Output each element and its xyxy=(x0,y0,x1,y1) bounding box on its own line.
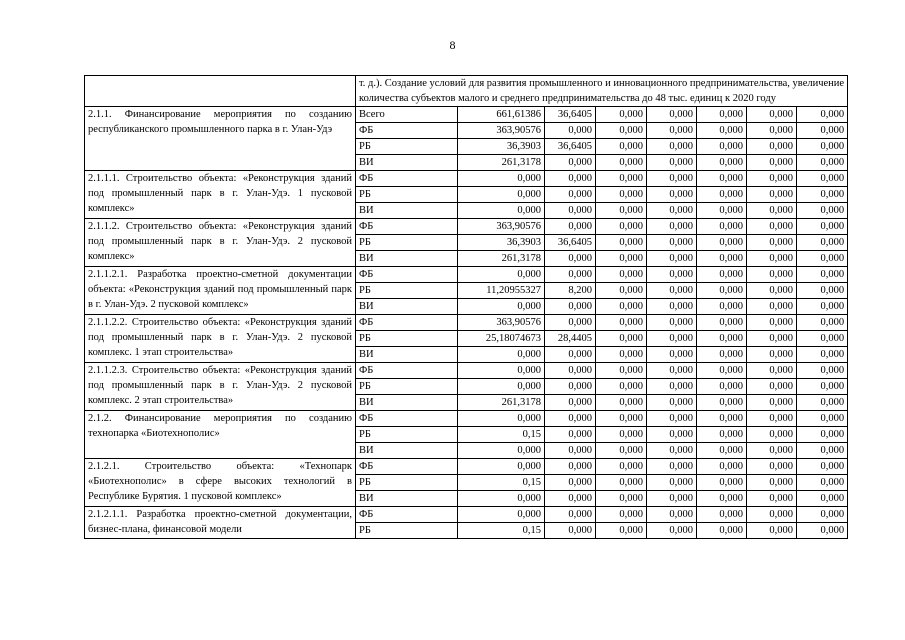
amount-cell: 0,15 xyxy=(458,475,545,491)
amount-cell: 0,000 xyxy=(596,379,647,395)
amount-cell: 0,000 xyxy=(545,251,596,267)
amount-cell: 0,000 xyxy=(747,219,797,235)
amount-cell: 0,000 xyxy=(545,363,596,379)
amount-cell: 0,000 xyxy=(747,235,797,251)
amount-cell: 363,90576 xyxy=(458,219,545,235)
amount-cell: 0,000 xyxy=(647,155,697,171)
amount-cell: 0,000 xyxy=(797,363,848,379)
funding-source: ФБ xyxy=(356,267,458,283)
amount-cell: 0,000 xyxy=(697,267,747,283)
amount-cell: 0,000 xyxy=(545,155,596,171)
amount-cell: 0,000 xyxy=(797,523,848,539)
amount-cell: 0,000 xyxy=(747,491,797,507)
amount-cell: 0,000 xyxy=(596,395,647,411)
amount-cell: 28,4405 xyxy=(545,331,596,347)
amount-cell: 0,000 xyxy=(697,315,747,331)
amount-cell: 0,000 xyxy=(545,459,596,475)
amount-cell: 0,15 xyxy=(458,427,545,443)
item-description: 2.1.1.2.3. Строительство объекта: «Реконструкция зданий под промышленный парк в г. Улан-Удэ. 2 пусковой комплекс. 2 этап строительства» xyxy=(85,363,356,411)
amount-cell: 0,000 xyxy=(797,427,848,443)
amount-cell: 261,3178 xyxy=(458,251,545,267)
amount-cell: 0,000 xyxy=(797,187,848,203)
amount-cell: 0,000 xyxy=(545,219,596,235)
header-text-cell: т. д.). Создание условий для развития промышленного и инновационного предпринимательства, увеличение количества субъектов малого и среднего предпринимательства до 48 тыс. единиц к 2020 году xyxy=(356,76,848,107)
funding-source: ВИ xyxy=(356,347,458,363)
amount-cell: 0,000 xyxy=(797,171,848,187)
amount-cell: 0,000 xyxy=(697,331,747,347)
table-row xyxy=(85,107,848,123)
amount-cell: 0,000 xyxy=(747,379,797,395)
table-row xyxy=(85,219,848,235)
amount-cell: 0,000 xyxy=(545,395,596,411)
amount-cell: 0,000 xyxy=(747,267,797,283)
amount-cell: 0,000 xyxy=(647,107,697,123)
amount-cell: 36,3903 xyxy=(458,139,545,155)
amount-cell: 0,000 xyxy=(545,475,596,491)
amount-cell: 0,000 xyxy=(458,347,545,363)
amount-cell: 0,000 xyxy=(797,283,848,299)
amount-cell: 0,000 xyxy=(697,507,747,523)
amount-cell: 0,000 xyxy=(697,251,747,267)
amount-cell: 0,000 xyxy=(797,123,848,139)
amount-cell: 0,000 xyxy=(596,347,647,363)
amount-cell: 0,000 xyxy=(647,347,697,363)
amount-cell: 0,000 xyxy=(596,171,647,187)
amount-cell: 0,000 xyxy=(747,443,797,459)
amount-cell: 0,000 xyxy=(747,395,797,411)
funding-source: РБ xyxy=(356,187,458,203)
amount-cell: 0,000 xyxy=(596,331,647,347)
amount-cell: 0,000 xyxy=(596,443,647,459)
amount-cell: 363,90576 xyxy=(458,315,545,331)
amount-cell: 0,000 xyxy=(797,219,848,235)
amount-cell: 0,000 xyxy=(596,315,647,331)
amount-cell: 0,000 xyxy=(797,235,848,251)
amount-cell: 0,000 xyxy=(545,507,596,523)
amount-cell: 0,000 xyxy=(596,267,647,283)
amount-cell: 0,000 xyxy=(545,347,596,363)
amount-cell: 36,6405 xyxy=(545,235,596,251)
amount-cell: 0,000 xyxy=(797,379,848,395)
amount-cell: 0,000 xyxy=(697,475,747,491)
amount-cell: 0,000 xyxy=(747,251,797,267)
amount-cell: 0,000 xyxy=(747,315,797,331)
funding-source: ФБ xyxy=(356,171,458,187)
amount-cell: 0,000 xyxy=(747,523,797,539)
amount-cell: 0,000 xyxy=(545,187,596,203)
amount-cell: 0,000 xyxy=(747,155,797,171)
amount-cell: 0,000 xyxy=(458,491,545,507)
funding-source: РБ xyxy=(356,139,458,155)
amount-cell: 0,000 xyxy=(697,107,747,123)
amount-cell: 0,000 xyxy=(596,251,647,267)
amount-cell: 0,000 xyxy=(797,443,848,459)
funding-source: ВИ xyxy=(356,155,458,171)
amount-cell: 261,3178 xyxy=(458,395,545,411)
amount-cell: 0,000 xyxy=(647,491,697,507)
amount-cell: 0,000 xyxy=(647,171,697,187)
table-row xyxy=(85,507,848,523)
amount-cell: 0,000 xyxy=(747,203,797,219)
amount-cell: 0,000 xyxy=(697,171,747,187)
amount-cell: 0,000 xyxy=(596,475,647,491)
amount-cell: 0,000 xyxy=(697,155,747,171)
funding-source: Всего xyxy=(356,107,458,123)
amount-cell: 0,000 xyxy=(458,379,545,395)
amount-cell: 0,000 xyxy=(545,315,596,331)
amount-cell: 0,000 xyxy=(647,187,697,203)
table-row xyxy=(85,171,848,187)
funding-source: РБ xyxy=(356,379,458,395)
amount-cell: 0,000 xyxy=(697,427,747,443)
amount-cell: 0,000 xyxy=(647,203,697,219)
amount-cell: 0,000 xyxy=(747,299,797,315)
amount-cell: 0,000 xyxy=(697,123,747,139)
amount-cell: 0,000 xyxy=(458,203,545,219)
amount-cell: 25,18074673 xyxy=(458,331,545,347)
amount-cell: 0,000 xyxy=(647,235,697,251)
amount-cell: 0,000 xyxy=(647,299,697,315)
amount-cell: 0,000 xyxy=(545,171,596,187)
amount-cell: 0,000 xyxy=(458,507,545,523)
amount-cell: 0,000 xyxy=(747,475,797,491)
amount-cell: 0,000 xyxy=(697,187,747,203)
amount-cell: 0,000 xyxy=(747,283,797,299)
amount-cell: 0,000 xyxy=(545,523,596,539)
amount-cell: 0,000 xyxy=(797,347,848,363)
amount-cell: 0,000 xyxy=(596,107,647,123)
amount-cell: 0,000 xyxy=(596,459,647,475)
amount-cell: 261,3178 xyxy=(458,155,545,171)
funding-source: РБ xyxy=(356,235,458,251)
amount-cell: 0,000 xyxy=(647,379,697,395)
amount-cell: 0,000 xyxy=(647,507,697,523)
item-description: 2.1.1. Финансирование мероприятия по созданию республиканского промышленного парка в г. Улан-Удэ xyxy=(85,107,356,171)
amount-cell: 0,000 xyxy=(747,427,797,443)
amount-cell: 0,000 xyxy=(545,203,596,219)
amount-cell: 0,000 xyxy=(797,475,848,491)
amount-cell: 0,000 xyxy=(596,139,647,155)
amount-cell: 8,200 xyxy=(545,283,596,299)
amount-cell: 0,000 xyxy=(797,507,848,523)
amount-cell: 0,000 xyxy=(697,379,747,395)
amount-cell: 0,000 xyxy=(747,507,797,523)
funding-source: ВИ xyxy=(356,443,458,459)
amount-cell: 0,000 xyxy=(697,235,747,251)
amount-cell: 0,000 xyxy=(647,283,697,299)
amount-cell: 0,000 xyxy=(647,523,697,539)
amount-cell: 36,3903 xyxy=(458,235,545,251)
amount-cell: 0,000 xyxy=(647,475,697,491)
amount-cell: 0,000 xyxy=(697,347,747,363)
amount-cell: 0,000 xyxy=(797,139,848,155)
amount-cell: 0,000 xyxy=(647,459,697,475)
amount-cell: 0,000 xyxy=(697,203,747,219)
amount-cell: 36,6405 xyxy=(545,139,596,155)
amount-cell: 11,20955327 xyxy=(458,283,545,299)
amount-cell: 0,000 xyxy=(647,363,697,379)
amount-cell: 0,000 xyxy=(647,395,697,411)
table-row xyxy=(85,363,848,379)
amount-cell: 0,000 xyxy=(797,203,848,219)
funding-source: ФБ xyxy=(356,507,458,523)
funding-source: ФБ xyxy=(356,315,458,331)
amount-cell: 0,000 xyxy=(697,411,747,427)
funding-source: ВИ xyxy=(356,491,458,507)
amount-cell: 0,000 xyxy=(596,235,647,251)
amount-cell: 0,000 xyxy=(797,155,848,171)
amount-cell: 0,000 xyxy=(797,251,848,267)
amount-cell: 0,000 xyxy=(647,267,697,283)
amount-cell: 0,000 xyxy=(697,139,747,155)
item-description: 2.1.1.2.1. Разработка проектно-сметной документации объекта: «Реконструкция зданий под промышленный парк в г. Улан-Удэ. 2 пусковой комплекс» xyxy=(85,267,356,315)
amount-cell: 0,000 xyxy=(747,331,797,347)
funding-source: ВИ xyxy=(356,251,458,267)
amount-cell: 0,000 xyxy=(697,283,747,299)
item-description: 2.1.1.1. Строительство объекта: «Реконструкция зданий под промышленный парк в г. Улан-Удэ. 1 пусковой комплекс» xyxy=(85,171,356,219)
amount-cell: 0,000 xyxy=(596,523,647,539)
amount-cell: 0,000 xyxy=(647,331,697,347)
amount-cell: 0,000 xyxy=(797,315,848,331)
amount-cell: 0,000 xyxy=(596,299,647,315)
amount-cell: 661,61386 xyxy=(458,107,545,123)
table-row xyxy=(85,267,848,283)
funding-source: ФБ xyxy=(356,459,458,475)
amount-cell: 0,000 xyxy=(545,427,596,443)
amount-cell: 0,000 xyxy=(647,251,697,267)
funding-source: ФБ xyxy=(356,123,458,139)
amount-cell: 0,000 xyxy=(747,107,797,123)
table-row xyxy=(85,459,848,475)
amount-cell: 0,000 xyxy=(647,411,697,427)
amount-cell: 0,000 xyxy=(596,283,647,299)
amount-cell: 0,000 xyxy=(697,523,747,539)
funding-source: ВИ xyxy=(356,203,458,219)
amount-cell: 0,000 xyxy=(797,411,848,427)
amount-cell: 0,000 xyxy=(458,171,545,187)
amount-cell: 0,000 xyxy=(545,267,596,283)
amount-cell: 0,000 xyxy=(647,443,697,459)
amount-cell: 363,90576 xyxy=(458,123,545,139)
funding-source: РБ xyxy=(356,427,458,443)
amount-cell: 0,000 xyxy=(647,139,697,155)
table-row xyxy=(85,315,848,331)
amount-cell: 0,000 xyxy=(596,491,647,507)
amount-cell: 0,000 xyxy=(747,347,797,363)
amount-cell: 0,000 xyxy=(596,203,647,219)
amount-cell: 0,000 xyxy=(458,187,545,203)
amount-cell: 0,000 xyxy=(747,139,797,155)
amount-cell: 0,000 xyxy=(747,123,797,139)
amount-cell: 0,000 xyxy=(697,443,747,459)
page-number: 8 xyxy=(449,38,456,52)
financing-table xyxy=(84,75,848,539)
amount-cell: 0,000 xyxy=(545,443,596,459)
amount-cell: 0,000 xyxy=(458,299,545,315)
amount-cell: 0,000 xyxy=(797,395,848,411)
amount-cell: 0,000 xyxy=(596,411,647,427)
amount-cell: 36,6405 xyxy=(545,107,596,123)
funding-source: ФБ xyxy=(356,363,458,379)
amount-cell: 0,000 xyxy=(797,267,848,283)
amount-cell: 0,000 xyxy=(458,411,545,427)
funding-source: ВИ xyxy=(356,299,458,315)
item-description: 2.1.1.2. Строительство объекта: «Реконструкция зданий под промышленный парк в г. Улан-Удэ. 2 пусковой комплекс» xyxy=(85,219,356,267)
amount-cell: 0,000 xyxy=(797,491,848,507)
amount-cell: 0,000 xyxy=(647,123,697,139)
amount-cell: 0,000 xyxy=(697,459,747,475)
amount-cell: 0,000 xyxy=(747,411,797,427)
amount-cell: 0,000 xyxy=(458,459,545,475)
amount-cell: 0,000 xyxy=(596,363,647,379)
amount-cell: 0,000 xyxy=(596,427,647,443)
funding-source: РБ xyxy=(356,523,458,539)
amount-cell: 0,000 xyxy=(697,219,747,235)
amount-cell: 0,000 xyxy=(747,459,797,475)
amount-cell: 0,000 xyxy=(747,171,797,187)
amount-cell: 0,000 xyxy=(596,187,647,203)
header-blank-cell xyxy=(85,76,356,107)
amount-cell: 0,000 xyxy=(747,187,797,203)
amount-cell: 0,000 xyxy=(797,331,848,347)
amount-cell: 0,000 xyxy=(545,123,596,139)
item-description: 2.1.1.2.2. Строительство объекта: «Реконструкция зданий под промышленный парк в г. Улан-Удэ. 2 пусковой комплекс. 1 этап строительства» xyxy=(85,315,356,363)
amount-cell: 0,000 xyxy=(545,411,596,427)
amount-cell: 0,000 xyxy=(545,299,596,315)
amount-cell: 0,000 xyxy=(458,363,545,379)
amount-cell: 0,000 xyxy=(545,379,596,395)
amount-cell: 0,000 xyxy=(458,267,545,283)
funding-source: ВИ xyxy=(356,395,458,411)
amount-cell: 0,000 xyxy=(697,395,747,411)
funding-source: ФБ xyxy=(356,219,458,235)
amount-cell: 0,000 xyxy=(596,155,647,171)
funding-source: ФБ xyxy=(356,411,458,427)
amount-cell: 0,000 xyxy=(697,491,747,507)
amount-cell: 0,000 xyxy=(596,507,647,523)
item-description: 2.1.2.1. Строительство объекта: «Технопарк «Биотехнополис» в сфере высоких технологий в Республике Бурятия. 1 пусковой комплекс» xyxy=(85,459,356,507)
amount-cell: 0,000 xyxy=(697,363,747,379)
amount-cell: 0,000 xyxy=(545,491,596,507)
funding-source: РБ xyxy=(356,331,458,347)
amount-cell: 0,000 xyxy=(647,219,697,235)
table-body xyxy=(85,76,848,539)
amount-cell: 0,000 xyxy=(697,299,747,315)
funding-source: РБ xyxy=(356,283,458,299)
header-row xyxy=(85,76,848,107)
table-row xyxy=(85,411,848,427)
funding-source: РБ xyxy=(356,475,458,491)
amount-cell: 0,000 xyxy=(797,107,848,123)
amount-cell: 0,000 xyxy=(797,299,848,315)
amount-cell: 0,000 xyxy=(647,315,697,331)
amount-cell: 0,000 xyxy=(647,427,697,443)
item-description: 2.1.2.1.1. Разработка проектно-сметной документации, бизнес-плана, финансовой модели xyxy=(85,507,356,539)
amount-cell: 0,000 xyxy=(797,459,848,475)
amount-cell: 0,000 xyxy=(596,219,647,235)
amount-cell: 0,000 xyxy=(596,123,647,139)
amount-cell: 0,000 xyxy=(747,363,797,379)
item-description: 2.1.2. Финансирование мероприятия по созданию технопарка «Биотехнополис» xyxy=(85,411,356,459)
amount-cell: 0,15 xyxy=(458,523,545,539)
amount-cell: 0,000 xyxy=(458,443,545,459)
